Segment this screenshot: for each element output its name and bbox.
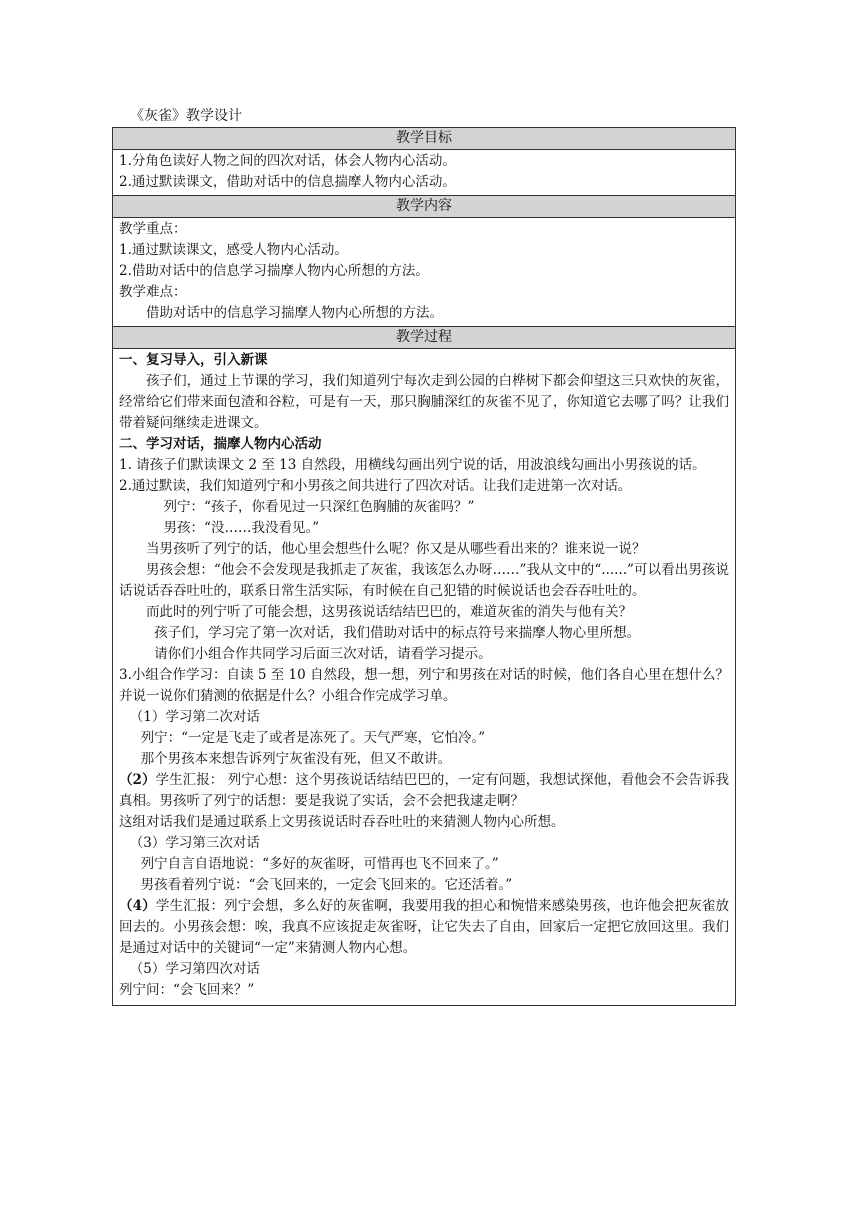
- subsection4-body: 学生汇报：列宁会想，多么好的灰雀啊，我要用我的担心和惋惜来感染男孩，也许他会把灰雀放回去的。小男孩会想：唉，我真不应该捉走灰雀呀，让它失去了自由，回家后一定把它放回这里。我们是通过对话中的关键词“一定”来猜测人物内心想。: [119, 898, 729, 956]
- key-point-item: 1.通过默读课文，感受人物内心活动。: [119, 242, 348, 258]
- subsection2-body: 学生汇报： 列宁心想：这个男孩说话结结巴巴的，一定有问题，我想试探他，看他会不会告诉我真相。男孩听了列宁的话想：要是我说了实话，会不会把我逮走啊？: [119, 772, 729, 809]
- subsection1-line2: 那个男孩本来想告诉列宁灰雀没有死，但又不敢讲。: [140, 751, 452, 767]
- content-section: [113, 218, 735, 327]
- goal-item: 1.分角色读好人物之间的四次对话，体会人物内心活动。: [119, 153, 456, 169]
- subsection4-text: [119, 896, 729, 959]
- dialogue1-lenin: 列宁：“孩子，你看见过一只深红色胸脯的灰雀吗？”: [163, 499, 475, 515]
- difficulty-label: 教学难点：: [119, 284, 187, 300]
- part1-text: 孩子们，通过上节课的学习，我们知道列宁每次走到公园的白桦树下都会仰望这三只欢快的灰雀，经常给它们带来面包渣和谷粒，可是有一天，那只胸脯深红的灰雀不见了，你知道它去哪了吗？让我们带着疑问继续走进课文。: [119, 373, 729, 431]
- process-section: [113, 349, 735, 1005]
- lesson-plan-table: [112, 127, 736, 1006]
- content-header: 教学内容: [113, 196, 735, 218]
- subsection4-label: （4）: [119, 898, 156, 914]
- summary1: 孩子们，学习完了第一次对话，我们借助对话中的标点符号来揣摩人物心里所想。: [154, 625, 641, 641]
- goal-item: 2.通过默读课文，借助对话中的信息揣摩人物内心活动。: [119, 174, 456, 190]
- step2-text: 2.通过默读，我们知道列宁和小男孩之间共进行了四次对话。让我们走进第一次对话。: [119, 478, 632, 494]
- invite-text: 请你们小组合作共同学习后面三次对话，请看学习提示。: [154, 646, 492, 662]
- part2-title: 二、学习对话，揣摩人物内心活动: [119, 436, 322, 452]
- answer1: 男孩会想：“他会不会发现是我抓走了灰雀，我该怎么办呀……”我从文中的“......”可以看出男孩说话说话吞吞吐吐的，联系日常生活实际，有时候在自己犯错的时候说话也会吞吞吐吐的。: [119, 562, 729, 599]
- part1-title: 一、复习导入，引入新课: [119, 352, 268, 368]
- process-header: 教学过程: [113, 327, 735, 349]
- difficulty-text: 借助对话中的信息学习揣摩人物内心所想的方法。: [146, 305, 443, 321]
- key-points-label: 教学重点：: [119, 221, 187, 237]
- key-point-item: 2.借助对话中的信息学习揣摩人物内心所想的方法。: [119, 263, 429, 279]
- subsection3-line2: 男孩看着列宁说：“会飞回来的，一定会飞回来的。它还活着。”: [140, 877, 513, 893]
- subsection2-summary: 这组对话我们是通过联系上文男孩说话时吞吞吐吐的来猜测人物内心所想。: [119, 814, 565, 830]
- document-title: 《灰雀》教学设计: [130, 108, 242, 124]
- goals-header: 教学目标: [113, 128, 735, 150]
- subsection3-line1: 列宁自言自语地说：“多好的灰雀呀，可惜再也飞不回来了。”: [140, 856, 499, 872]
- step1-text: 1. 请孩子们默读课文 2 至 13 自然段，用横线勾画出列宁说的话，用波浪线勾画出小男孩说的话。: [119, 457, 706, 473]
- goals-section: [113, 150, 735, 196]
- subsection1-title: （1）学习第二次对话: [129, 709, 260, 725]
- subsection2-text: （2）学生汇报： 列宁心想：这个男孩说话结结巴巴的，一定有问题，我想试探他，看他会不会告诉我真相。男孩听了列宁的话想：要是我说了实话，会不会把我逮走啊？: [119, 772, 729, 809]
- subsection5-line1: 列宁问：“会飞回来？”: [119, 982, 255, 998]
- subsection3-title: （3）学习第三次对话: [129, 835, 260, 851]
- dialogue1-boy: 男孩：“没……我没看见。”: [163, 520, 320, 536]
- question1: 当男孩听了列宁的话，他心里会想些什么呢？你又是从哪些看出来的？谁来说一说？: [146, 541, 646, 557]
- answer2: 而此时的列宁听了可能会想，这男孩说话结结巴巴的，难道灰雀的消失与他有关？: [146, 604, 632, 620]
- subsection1-line1: 列宁：“一定是飞走了或者是冻死了。天气严寒，它怕冷。”: [140, 730, 486, 746]
- step3-text: 3.小组合作学习：自读 5 至 10 自然段，想一想，列宁和男孩在对话的时候，他们各自心里在想什么？并说一说你们猜测的依据是什么？小组合作完成学习单。: [119, 667, 729, 704]
- subsection5-title: （5）学习第四次对话: [129, 961, 260, 977]
